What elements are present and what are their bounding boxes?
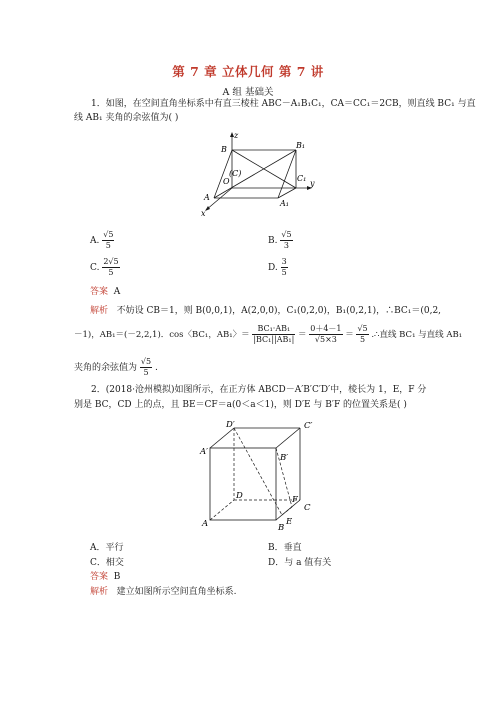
label-A: A [202, 519, 209, 529]
label-Cp: C′ [304, 421, 313, 431]
label-D: D [236, 491, 243, 501]
label-A: A [204, 193, 210, 202]
analysis-label: 解析 [90, 306, 109, 316]
q1-line1: 1．如图，在空间直角坐标系中有直三棱柱 ABC－A₁B₁C₁，CA＝CC₁＝2CB，则直线 BC₁ 与直 [91, 99, 476, 109]
q2-answer [90, 570, 120, 584]
q2-line2: 别是 BC，CD 上的点，且 BE＝CF＝a(0＜a＜1)，则 D′E 与 B′F 的位置关系是( ) [74, 400, 407, 410]
q2-option-a: A．平行 [90, 543, 124, 553]
x-axis [206, 188, 232, 210]
q1-analysis-line2: －1)，AB₁＝(－2,2,1)．cos〈BC₁，AB₁〉＝ $\frac{\text{BC₁·AB₁}}{\text{|BC₁||AB₁|}}$ ＝ $\frac{0+4-1}{√5\times 3}$ ＝ $\frac{√5}{5}$ .∴直线 BC₁ 与直线 AB₁ [74, 324, 463, 344]
label-Dp: D′ [226, 420, 235, 430]
label-C: C [304, 503, 311, 513]
label-C: (C) [229, 169, 242, 178]
q2-line1: 2．(2018·沧州模拟)如图所示，在正方体 ABCD－A′B′C′D′中，棱长为 1，E，F 分 [91, 385, 427, 395]
q1-analysis-line1: 解析 不妨设 CB＝1，则 B(0,0,1)，A(2,0,0)，C₁(0,2,0)，B₁(0,2,1)，∴BC₁＝(0,2, [90, 306, 442, 316]
answer-value: B [113, 572, 121, 582]
label-A1: A₁ [280, 199, 289, 208]
cube-figure [198, 418, 328, 532]
q1-option-c: C. $\frac{2√5}{5}$ [90, 257, 119, 277]
label-Ap: A′ [200, 447, 209, 457]
z-label: z [234, 131, 239, 140]
group-heading: A 组 基础关 [222, 87, 274, 98]
label-C1: C₁ [297, 174, 307, 183]
page-title: 第 7 章 立体几何 第 7 讲 [172, 64, 324, 79]
q1-answer [90, 285, 120, 299]
label-E: E [286, 517, 293, 527]
q2-option-c: C．相交 [90, 558, 124, 568]
q1-option-a: A. $\frac{√5}{5}$ [90, 230, 114, 250]
label-B: B [221, 145, 227, 154]
y-label: y [310, 179, 315, 188]
label-B: B [278, 523, 285, 532]
q2-option-d: D．与 a 值有关 [268, 558, 332, 568]
q1-option-d: D. $\frac{3}{5}$ [268, 257, 287, 277]
label-O: O [223, 177, 230, 186]
analysis-label: 解析 [90, 587, 109, 597]
q2-option-b: B．垂直 [268, 543, 302, 553]
q1-option-b: B. $\frac{√5}{3}$ [268, 230, 292, 250]
answer-value: A [113, 287, 121, 297]
answer-label: 答案 [90, 572, 109, 582]
x-label: x [201, 209, 206, 218]
q1-analysis-line3: 夹角的余弦值为 $\frac{√5}{5}$ . [74, 357, 158, 377]
answer-label: 答案 [90, 287, 109, 297]
label-B1: B₁ [296, 141, 306, 150]
prism-figure [196, 128, 326, 223]
q2-analysis-line1: 解析 建立如图所示空间直角坐标系. [90, 587, 237, 597]
q1-line2: 线 AB₁ 夹角的余弦值为( ) [74, 113, 179, 123]
label-Bp: B′ [280, 453, 289, 463]
label-F: F [292, 495, 298, 505]
